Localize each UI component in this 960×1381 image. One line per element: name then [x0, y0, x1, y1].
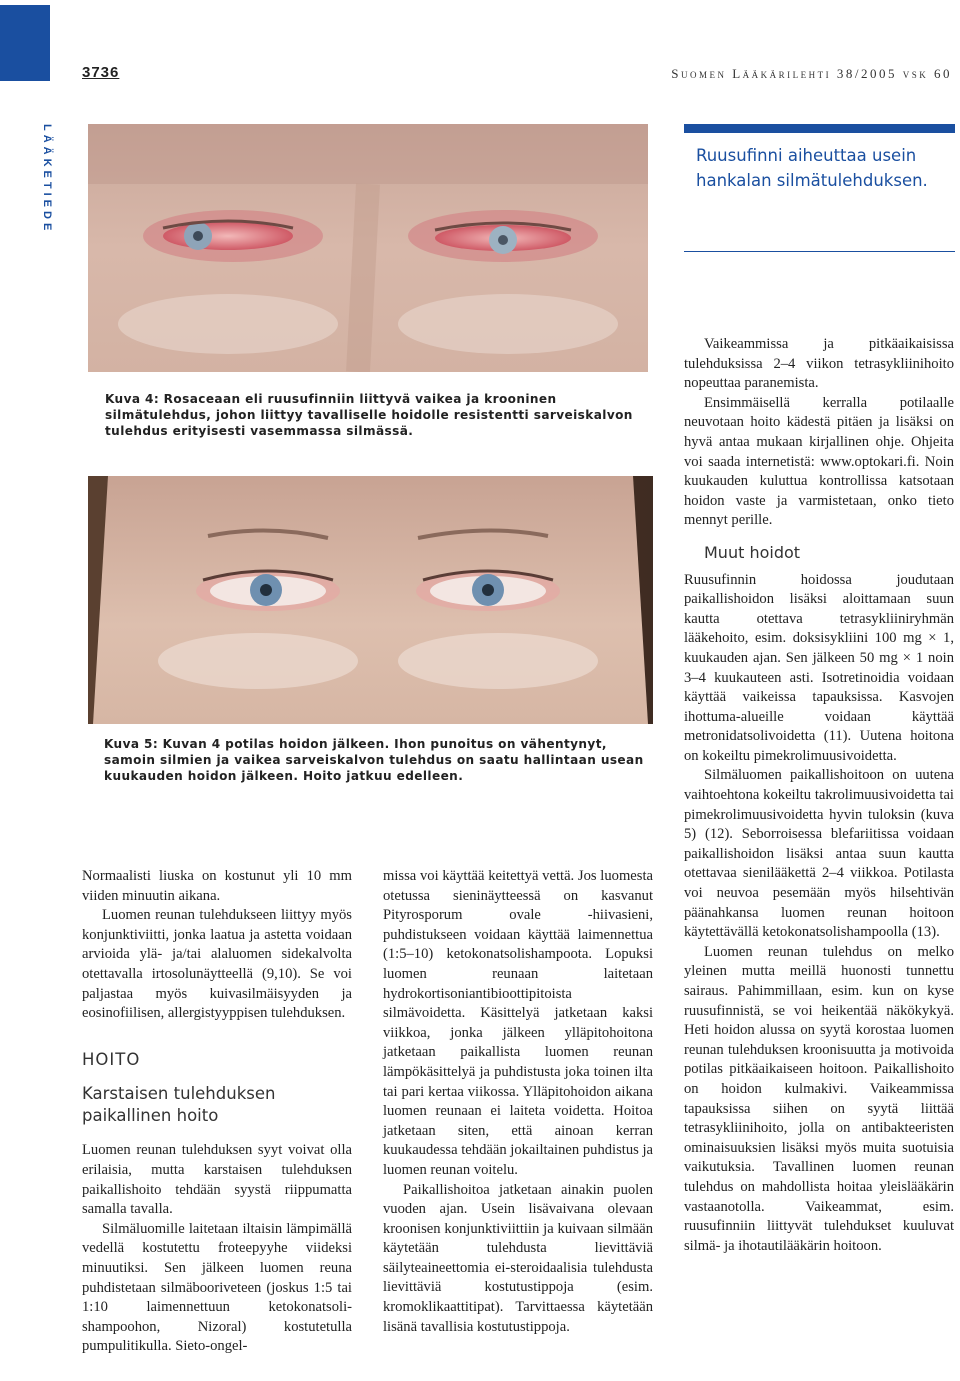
- paragraph: Vaikeammissa ja pitkäaikaisissa tulehduksissa 2–4 viikon tetrasykliinihoito nopeuttaa paranemista.: [684, 336, 954, 392]
- page-number: 3736: [82, 64, 120, 81]
- subsection-heading: [82, 1083, 352, 1127]
- subsection-heading-line: paikallinen hoito: [82, 1106, 219, 1126]
- section-color-block: [0, 5, 50, 81]
- column-1: [82, 867, 352, 1357]
- section-heading: HOITO: [82, 1049, 141, 1069]
- journal-header: Suomen Lääkärilehti 38/2005 vsk 60: [671, 66, 952, 81]
- paragraph: Ruusufinnin hoidossa joudutaan paikallishoidon lisäksi aloittamaan suun kautta otettava tetrasykliiniryhmän lääkehoito, esim. doksisykliini 100 mg × 1, kuukauden ajan. Sen jälkeen 50 mg × 1 noin 3–4 kuukauteen asti. Isotretinoidia voidaan käyttää vaikeissa tapauksissa. Kasvojen ihottuma-alueille voidaan käyttää metronidatsolivoidetta (11). Uutena hoitona on kokeiltu pimekrolimuusivoidetta.: [684, 571, 954, 764]
- figure-5-caption: Kuva 5: Kuvan 4 potilas hoidon jälkeen. Ihon punoitus on vähentynyt, samoin silmien ja vaikea sarveiskalvon tulehdus on saatu hallintaan usean kuukauden hoidon jälkeen. Hoito jatkuu edelleen.: [104, 737, 644, 783]
- pull-quote-text: Ruusufinni aiheuttaa usein hankalan silmätulehduksen.: [696, 146, 928, 190]
- paragraph: Silmäluomen paikallishoitoon on uutena vaihtoehtona kokeiltu takrolimuusivoidetta tai pimekrolimuusivoidetta hyvin tuloksin (kuva 5) (12). Seborroisessa blefariitissa voidaan paikallishoidon lisäksi antaa suun kautta otettavaa sienilääkettä 2–4 viikkoa. Potilasta voi neuvoa pesemään myös hilsehtivän päänahkansa luomen reunan hoitoon käytettävällä ketokonatsolishampoolla (13).: [684, 767, 954, 941]
- paragraph: Ensimmäisellä kerralla potilaalle neuvotaan hoito kädestä pitäen ja lisäksi on hyvä antaa mukaan kirjallinen ohje. Ohjeita voi saada internetistä: www.optokari.fi. Noin kuukauden kuluttua kontrollissa katsotaan hoidon vaste ja varmistetaan, onko tieto mennyt perille.: [684, 394, 954, 529]
- paragraph: Silmäluomille laitetaan iltaisin lämpimällä vedellä kostutettu froteepyyhe viideksi minuutiksi. Sen jälkeen luomen reuna puhdistetaan silmäbooriveteen (joskus 1:5 tai 1:10 laimennettuun ketokonatsoli-shampoohon, Nizoral) kostutetulla pumpulitikulla. Sieto-ongel-: [82, 1220, 352, 1355]
- paragraph: missa voi käyttää keitettyä vettä. Jos luomesta otetussa sieninäytteessä on kasvanut Pityrosporum ovale -hiivasieni, puhdistukseen voidaan käyttää laimennettua (1:5–10) ketokonatsolishampoota. Lopuksi luomen reunaan laitetaan hydrokortisoniantibioottipitoista silmävoidetta. Käsittelyä jatketaan kaksi viikkoa, jonka jälkeen ylläpitohoitona jatketaan paikallista luomen reunan lämpökäsittelyä ja puhdistusta joka toinen ilta tai pari kertaa viikossa. Ylläpitohoidon aikana luomen reunaan ei laiteta voidetta. Hoitoa jatketaan siten, että ainoan kerran kuukaudessa tehdään jokailtainen puhdistus ja luomen reunan voitelu.: [383, 868, 653, 1178]
- subsection-heading-line: Karstaisen tulehduksen: [82, 1084, 276, 1104]
- paragraph: Luomen reunan tulehdus on melko yleinen mutta meillä huonosti tunnettu sairaus. Pahimmillaan, esim. kun on kyse ruusufinnistä, se voi heikentää näkökykyä. Heti hoidon alussa on syytä korostaa luomen reunan tulehduksen kroonisuutta ja motivoida potilas pitkäaikaiseen hoitoon. Paikallishoito on hoidon kulmakivi. Vaikeammissa tapauksissa siihen on syytä liittää tetrasykliinihoito, jolla on antibakteeristen ominaisuuksien lisäksi myös muita suotuisia vaikutuksia. Tavallinen luomen reunan tulehdus on mahdollista hoitaa yleislääkärin vastaanotolla. Vaikeammat, esim. ruusufinniin liittyvät tulehdukset kuuluvat silmä- ja ihotautilääkärin hoitoon.: [684, 943, 954, 1254]
- pull-quote: [684, 124, 955, 252]
- figure-4-photo: [88, 124, 648, 372]
- column-2: [383, 867, 653, 1337]
- paragraph: Luomen reunan tulehduksen syyt voivat olla erilaisia, mutta karstaisen tulehduksen paikallishoito tehdään syystä riippumatta samalla tavalla.: [82, 1142, 352, 1218]
- figure-4-caption: Kuva 4: Rosaceaan eli ruusufinniin liittyvä vaikea ja krooninen silmätulehdus, johon liittyy tavalliselle hoidolle resistentti sarveiskalvon tulehdus erityisesti vasemmassa silmässä.: [105, 392, 633, 438]
- figure-5-photo: [88, 476, 653, 724]
- paragraph: Paikallishoitoa jatketaan ainakin puolen vuoden ajan. Usein lisävaivana olevaan kroonisen konjunktiviittiin ja kuivaan silmään käytetään tulehdusta lievittäviä säilyteaineettomia ei-steroidaalisia tulehdusta lievittäviä kostutustippoja (esim. kromoklikaattitipat). Tarvittaessa käytetään lisänä tavallisia kostutustippoja.: [383, 1181, 653, 1335]
- paragraph: Luomen reunan tulehdukseen liittyy myös konjunktiviitti, jonka laatua ja astetta voidaan arvioida ylä- ja/tai alaluomen sidekalvolta otettavalla irtosolunäytteellä (9,10). Se voi paljastaa myös kuivasilmäisyyden ja eosinofiilisen, allergistyyppisen tulehduksen.: [82, 907, 352, 1022]
- section-heading: Muut hoidot: [704, 542, 801, 562]
- section-label: LÄÄKETIEDE: [41, 124, 53, 235]
- paragraph: Normaalisti liuska on kostunut yli 10 mm viiden minuutin aikana.: [82, 868, 352, 904]
- column-3: [684, 335, 954, 1256]
